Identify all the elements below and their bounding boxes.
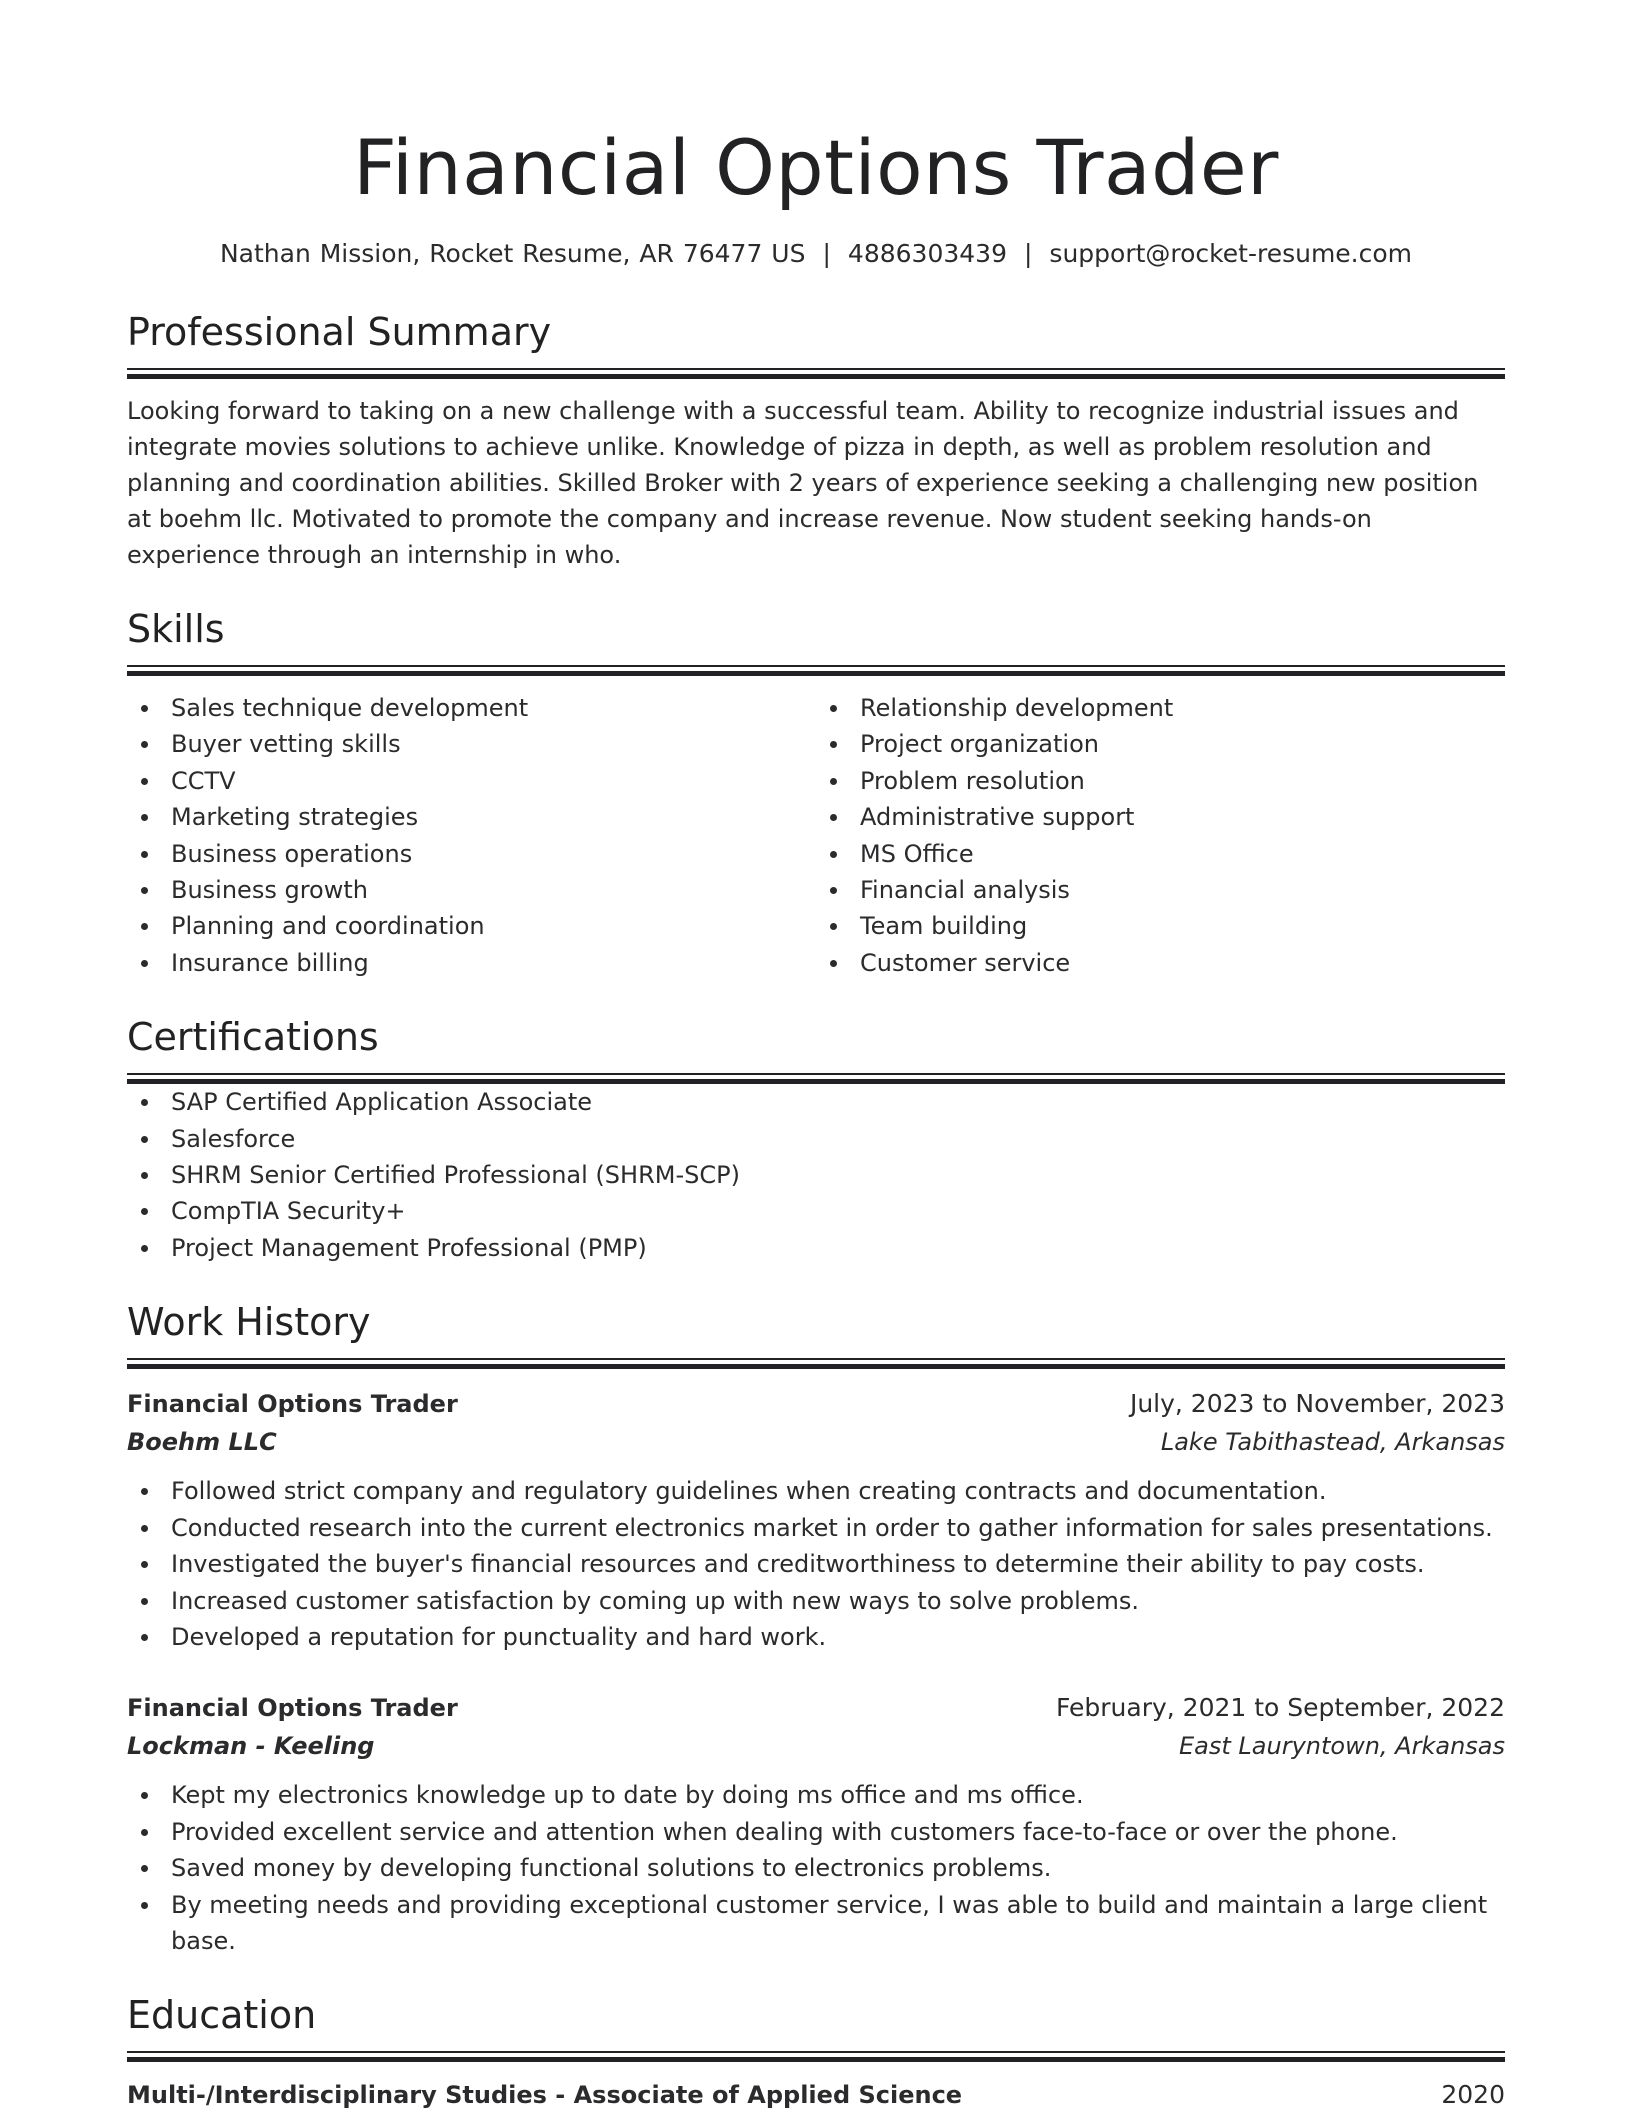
certification-item: Project Management Professional (PMP) [127, 1230, 1505, 1266]
certifications-list [127, 1084, 1505, 1266]
skill-item: Marketing strategies [127, 799, 816, 835]
section-title-skills: Skills [127, 607, 225, 651]
resume-name: Financial Options Trader [353, 123, 1279, 212]
skill-item: MS Office [816, 836, 1505, 872]
job-title: Financial Options Trader [127, 1694, 458, 1723]
summary-text: Looking forward to taking on a new challenge with a successful team. Ability to recognize industrial issues and integrate movies solutions to achieve unlike. Knowledge of pizza in depth, as well as problem resolution and planning and coordination abilities. Skilled Broker with 2 years of experience seeking a challenging new position at boehm llc. Motivated to promote the company and increase revenue. Now student seeking hands-on experience through an internship in who. [127, 397, 1479, 569]
job-title: Financial Options Trader [127, 1390, 458, 1419]
skills-list-right [816, 690, 1505, 981]
job-bullets [127, 1473, 1505, 1655]
education-year: 2020 [1441, 2080, 1505, 2110]
section-divider [127, 2051, 1505, 2062]
certification-item: SAP Certified Application Associate [127, 1084, 1505, 1120]
contact-separator: | [1023, 239, 1033, 268]
job-bullet: By meeting needs and providing exceptional customer service, I was able to build and maintain a large client base. [127, 1887, 1505, 1960]
job-location: East Lauryntown, Arkansas [1179, 1732, 1505, 1761]
skill-item: Buyer vetting skills [127, 726, 816, 762]
certification-item: CompTIA Security+ [127, 1193, 1505, 1229]
skill-item: Business growth [127, 872, 816, 908]
job-company: Boehm LLC [127, 1428, 277, 1457]
job-header-row [127, 1385, 1505, 1423]
section-title-summary: Professional Summary [127, 310, 552, 354]
skills-column-left [127, 690, 816, 981]
summary-section [127, 306, 1505, 573]
skill-item: Planning and coordination [127, 908, 816, 944]
skill-item: Business operations [127, 836, 816, 872]
contact-line [127, 236, 1505, 272]
section-title-work-history: Work History [127, 1300, 371, 1345]
job-bullet: Developed a reputation for punctuality and hard work. [127, 1619, 1505, 1655]
section-title-education: Education [127, 1993, 317, 2038]
job-bullets [127, 1777, 1505, 1959]
skill-item: Sales technique development [127, 690, 816, 726]
certification-item: SHRM Senior Certified Professional (SHRM-SCP) [127, 1157, 1505, 1193]
education-degree: Multi-/Interdisciplinary Studies - Associate of Applied Science [127, 2081, 963, 2110]
skill-item: Project organization [816, 726, 1505, 762]
skill-item: CCTV [127, 763, 816, 799]
job-bullet: Increased customer satisfaction by coming up with new ways to solve problems. [127, 1583, 1505, 1619]
job-location: Lake Tabithastead, Arkansas [1160, 1428, 1505, 1457]
job-dates: July, 2023 to November, 2023 [1129, 1389, 1505, 1419]
work-history-section [127, 1296, 1505, 1959]
job-bullet: Provided excellent service and attention when dealing with customers face-to-face or over the phone. [127, 1814, 1505, 1850]
contact-address: Nathan Mission, Rocket Resume, AR 76477 US [219, 239, 806, 268]
section-divider [127, 1073, 1505, 1084]
skills-column-right [816, 690, 1505, 981]
skill-item: Customer service [816, 945, 1505, 981]
job-company: Lockman - Keeling [127, 1732, 375, 1761]
section-title-certifications: Certifications [127, 1015, 379, 1060]
job-bullet: Saved money by developing functional solutions to electronics problems. [127, 1850, 1505, 1886]
job-bullet: Conducted research into the current electronics market in order to gather information for sales presentations. [127, 1510, 1505, 1546]
job-company-row [127, 1727, 1505, 1765]
job-entry [127, 1385, 1505, 1655]
job-company-row [127, 1423, 1505, 1461]
education-section [127, 1989, 1505, 2114]
contact-email: support@rocket-resume.com [1049, 239, 1413, 268]
job-entry [127, 1689, 1505, 1959]
certification-item: Salesforce [127, 1121, 1505, 1157]
skill-item: Administrative support [816, 799, 1505, 835]
section-divider [127, 665, 1505, 676]
job-header-row [127, 1689, 1505, 1727]
job-bullet: Investigated the buyer's financial resources and creditworthiness to determine their ability to pay costs. [127, 1546, 1505, 1582]
education-row [127, 2076, 1505, 2114]
skill-item: Relationship development [816, 690, 1505, 726]
skill-item: Problem resolution [816, 763, 1505, 799]
skills-list-left [127, 690, 816, 981]
contact-phone: 4886303439 [847, 239, 1007, 268]
skill-item: Team building [816, 908, 1505, 944]
skill-item: Insurance billing [127, 945, 816, 981]
job-bullet: Kept my electronics knowledge up to date by doing ms office and ms office. [127, 1777, 1505, 1813]
section-divider [127, 368, 1505, 379]
section-divider [127, 1358, 1505, 1369]
skill-item: Financial analysis [816, 872, 1505, 908]
skills-section [127, 603, 1505, 981]
job-dates: February, 2021 to September, 2022 [1056, 1693, 1505, 1723]
skills-grid [127, 690, 1505, 981]
certifications-section [127, 1011, 1505, 1266]
contact-separator: | [822, 239, 831, 268]
job-bullet: Followed strict company and regulatory guidelines when creating contracts and documentation. [127, 1473, 1505, 1509]
